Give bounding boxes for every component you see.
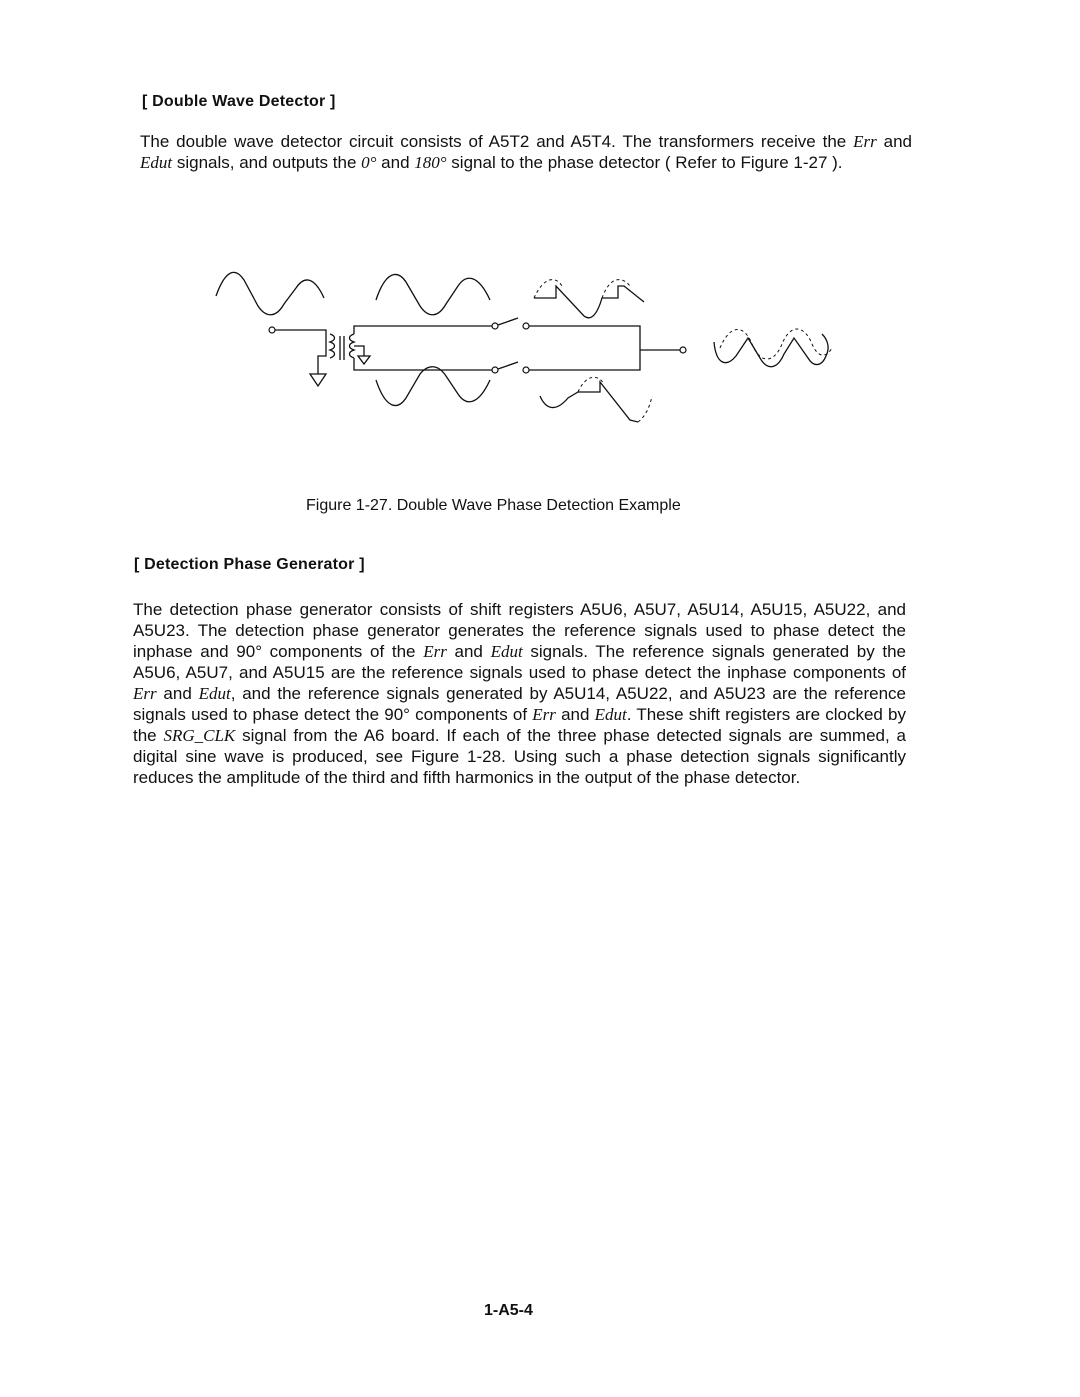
switch-arms [498,318,518,369]
input-terminal [269,327,275,333]
output-waveform [714,334,828,367]
text-run: signals, and outputs the [172,153,362,172]
signal-edut: Edut [490,642,523,661]
transformer-secondary-coil [350,334,355,358]
text-run: signals. The reference signals generated by the A5U6, A5U7, and A5U15 are the reference signals used to phase detect the inphase components of [133,642,907,682]
signal-edut: Edut [594,705,627,724]
signal-err: Err [853,132,877,151]
center-tap-ground [354,346,370,364]
input-sine-wave [216,272,324,314]
paragraph-double-wave-detector [140,131,912,173]
paragraph-detection-phase-generator [133,599,906,788]
phase-180-deg: 180° [414,153,447,172]
text-run: signal from the A6 board. If each of the three phase detected signals are summed, a digital sine wave is produced, see Figure 1-28. Using such a phase detection signals significantly reduces the amplitude of the third and fifth harmonics in the output of the phase detector. [133,726,906,787]
one-eighty-degree-sine-wave [376,367,490,406]
text-run: . These shift registers are clocked by the [133,705,906,745]
signal-err: Err [423,642,447,661]
text-run: signal to the phase detector ( Refer to Figure 1-27 ). [446,153,843,172]
text-run: and [376,153,415,172]
input-wire [275,330,326,386]
signal-err: Err [532,705,556,724]
text-run: The double wave detector circuit consists of A5T2 and A5T4. The transformers receive the [140,132,854,151]
summing-wires [529,326,680,370]
switch-top-contact-b [523,323,529,329]
text-run: , and the reference signals generated by A5U14, A5U22, and A5U23 are the reference signals used to phase detect the 90° components of [133,684,906,724]
secondary-wires [354,326,492,370]
switch-bottom-contact-a [492,367,498,373]
transformer-primary-coil [330,334,335,358]
double-wave-detection-diagram [200,260,860,440]
text-run: and [876,132,912,151]
section-heading-double-wave-detector: [ Double Wave Detector ] [142,93,336,110]
switch-top-contact-a [492,323,498,329]
transformer-core [340,336,344,360]
detected-bottom-waveform [540,382,638,422]
section-heading-detection-phase-generator: [ Detection Phase Generator ] [134,556,365,573]
phase-0-deg: 0° [361,153,377,172]
detected-top-dashed [534,280,630,298]
text-run: The detection phase generator consists of shift registers A5U6, A5U7, A5U14, A5U15, A5U22, and A5U23. The detection phase generator generates the reference signals used to phase detect the inphase and 90° components of the [133,600,906,661]
output-terminal [680,347,686,353]
detected-top-waveform [534,286,644,318]
signal-edut: Edut [198,684,231,703]
text-run: and [156,684,199,703]
text-run: and [446,642,491,661]
signal-err: Err [133,684,157,703]
signal-srg-clk: SRG_CLK [163,726,236,745]
detected-bottom-dashed [578,377,652,422]
text-run: and [555,705,595,724]
zero-degree-sine-wave [376,275,490,315]
page-number: 1-A5-4 [484,1302,533,1319]
signal-edut: Edut [140,153,173,172]
figure-caption: Figure 1-27. Double Wave Phase Detection Example [306,497,681,514]
switch-bottom-contact-b [523,367,529,373]
